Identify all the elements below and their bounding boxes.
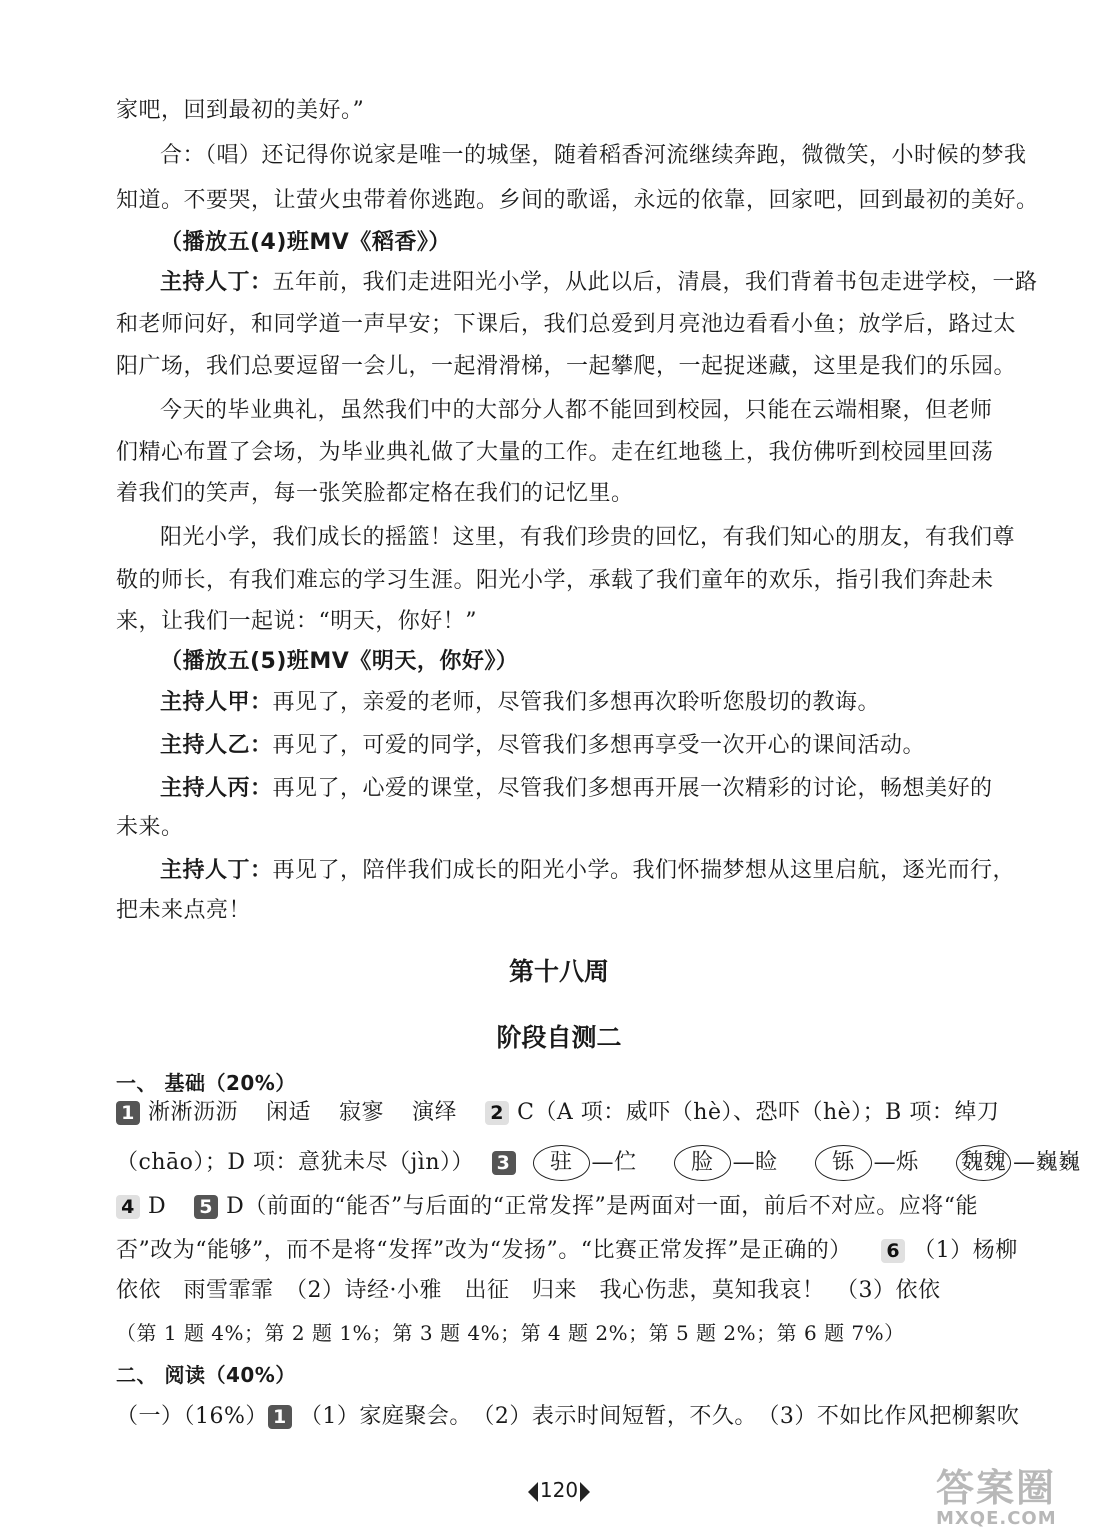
week-heading: 第十八周 (508, 957, 609, 986)
answer-text: （一）（16%） (116, 1404, 268, 1429)
answer-line (116, 1236, 1018, 1266)
answer-text: D (148, 1194, 167, 1219)
speaker-label: 主持人丙： (160, 776, 273, 801)
answer-word: 演绎 (412, 1100, 458, 1125)
stage-direction: （播放五(5)班MV《明天，你好》） (160, 649, 519, 674)
speech-text: 再见了，心爱的课堂，尽管我们多想再开展一次精彩的讨论，畅想美好的 (272, 776, 993, 801)
score-line: （第 1 题 4%；第 2 题 1%；第 3 题 4%；第 4 题 2%；第 5 题 2%；第 6 题 7%） (116, 1321, 905, 1345)
text-line (160, 688, 880, 718)
answer-text: 否”改为“能够”，而不是将“发挥”改为“发扬”。“比赛正常发挥”是正确的） (116, 1238, 852, 1263)
text-line: 未来。 (116, 815, 184, 840)
watermark-url: MXQE.COM (936, 1508, 1057, 1529)
answer-text: （chāo）；D 项：意犹未尽（jìn）） (116, 1150, 475, 1175)
page-number-text: 120 (539, 1478, 579, 1502)
text-line: 今天的毕业典礼，虽然我们中的大部分人都不能回到校园，只能在云端相聚，但老师 (160, 398, 993, 423)
circled-character: 脸 (674, 1145, 731, 1181)
answer-line (116, 1192, 978, 1222)
text-line: 来，让我们一起说：“明天，你好！” (116, 609, 477, 634)
text-line: 阳光小学，我们成长的摇篮！这里，有我们珍贵的回忆，有我们知心的朋友，有我们尊 (160, 525, 1016, 550)
circled-character: 魏魏 (956, 1145, 1011, 1181)
section-heading: 一、 基础（20%） (116, 1071, 296, 1095)
text-line: 把未来点亮！ (116, 898, 252, 923)
circled-character: 驻 (533, 1145, 590, 1181)
question-number: 4 (116, 1195, 140, 1219)
text-line: 们精心布置了会场，为毕业典礼做了大量的工作。走在红地毯上，我仿佛听到校园里回荡 (116, 440, 994, 465)
left-arrow-icon (528, 1482, 538, 1502)
text-line (160, 268, 1038, 298)
answer-word: 淅淅沥沥 (148, 1100, 239, 1125)
question-number: 3 (492, 1151, 516, 1175)
text-line: 和老师问好，和同学道一声早安；下课后，我们总爱到月亮池边看看小鱼；放学后，路过太 (116, 312, 1017, 337)
text-line: 阳广场，我们总要逗留一会儿，一起滑滑梯，一起攀爬，一起捉迷藏，这里是我们的乐园。 (116, 354, 1017, 379)
text-line: 着我们的笑声，每一张笑脸都定格在我们的记忆里。 (116, 481, 634, 506)
question-number: 1 (116, 1101, 140, 1125)
speech-text: 再见了，可爱的同学，尽管我们多想再享受一次开心的课间活动。 (272, 733, 926, 758)
right-arrow-icon (580, 1482, 590, 1502)
watermark (936, 1468, 1106, 1530)
answer-word: 闲适 (266, 1100, 312, 1125)
answer-line (116, 1402, 1019, 1432)
speech-text: 再见了，亲爱的老师，尽管我们多想再次聆听您殷切的教诲。 (272, 690, 881, 715)
question-number: 1 (268, 1405, 292, 1429)
text-line: 家吧，回到最初的美好。” (116, 98, 365, 123)
text-line (160, 856, 1015, 886)
watermark-logo-text: 答案圈 (936, 1466, 1057, 1510)
answer-text: D（前面的“能否”与后面的“正常发挥”是两面对一面，前后不对应。应将“能 (226, 1194, 979, 1219)
answer-text: （1）家庭聚会。 （2）表示时间短暂，不久。 （3）不如比作风把柳絮吹 (299, 1404, 1020, 1429)
test-heading: 阶段自测二 (496, 1023, 622, 1052)
answer-text: —巍巍 (1013, 1150, 1081, 1175)
circled-character: 铄 (815, 1145, 872, 1181)
text-line: 敬的师长，有我们难忘的学习生涯。阳光小学，承载了我们童年的欢乐，指引我们奔赴未 (116, 568, 994, 593)
speaker-label: 主持人甲： (160, 690, 273, 715)
speaker-label: 主持人丁： (160, 270, 273, 295)
speech-text: 再见了，陪伴我们成长的阳光小学。我们怀揣梦想从这里启航，逐光而行， (272, 858, 1016, 883)
speaker-label: 主持人丁： (160, 858, 273, 883)
answer-line (116, 1098, 999, 1128)
text-line: 合：（唱）还记得你说家是唯一的城堡，随着稻香河流继续奔跑，微微笑，小时候的梦我 (160, 143, 1027, 168)
answer-word: 寂寥 (339, 1100, 385, 1125)
answer-line (116, 1145, 1081, 1181)
answer-text: （1）杨柳 (913, 1238, 1018, 1263)
stage-direction: （播放五(4)班MV《稻香》） (160, 230, 451, 255)
answer-text: —睑 (732, 1150, 778, 1175)
question-number: 5 (194, 1195, 218, 1219)
text-line (160, 774, 993, 804)
speaker-label: 主持人乙： (160, 733, 273, 758)
text-line (160, 731, 925, 761)
text-line: 知道。不要哭，让萤火虫带着你逃跑。乡间的歌谣，永远的依靠，回家吧，回到最初的美好。 (116, 188, 1039, 213)
answer-text: C（A 项：威吓（hè）、恐吓（hè）；B 项：绰刀 (517, 1100, 1000, 1125)
question-number: 2 (485, 1101, 509, 1125)
question-number: 6 (881, 1239, 905, 1263)
section-heading: 二、 阅读（40%） (116, 1363, 296, 1387)
answer-text: —烁 (873, 1150, 919, 1175)
speech-text: 五年前，我们走进阳光小学，从此以后，清晨，我们背着书包走进学校，一路 (272, 270, 1038, 295)
answer-text: —伫 (591, 1150, 637, 1175)
answer-line: 依依 雨雪霏霏 （2）诗经·小雅 出征 归来 我心伤悲，莫知我哀！ （3）依依 (116, 1278, 941, 1303)
